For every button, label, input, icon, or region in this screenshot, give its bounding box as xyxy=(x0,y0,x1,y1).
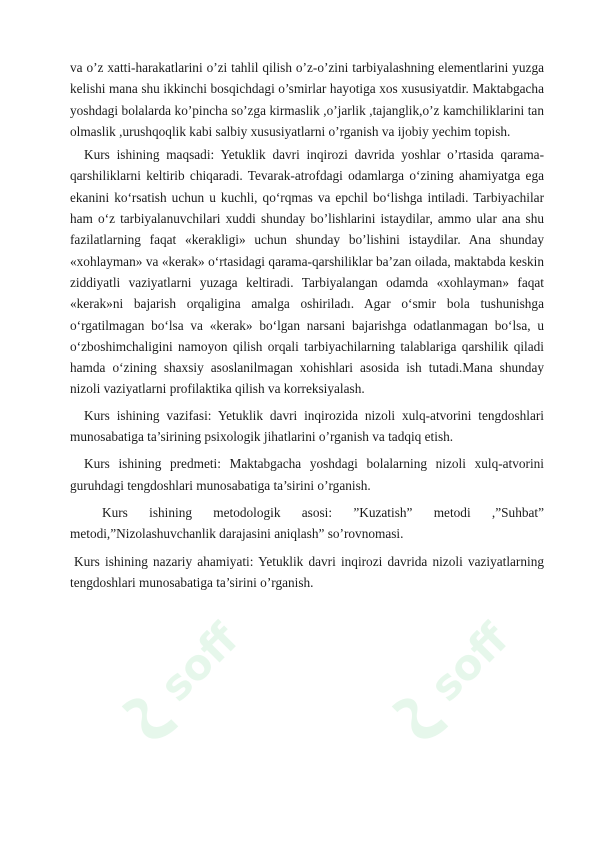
soff-logo-icon xyxy=(118,613,252,747)
paragraph-task: Kurs ishining vazifasi: Yetuklik davri inqirozida nizoli xulq-atvorini tengdoshlari munosabatiga ta’sirining psixologik jihatlarini o’rganish va tadqiq etish. xyxy=(70,407,544,445)
paragraph-theoretical-significance: Kurs ishining nazariy ahamiyati: Yetuklik davri inqirozi davrida nizoli vaziyatlarning tengdoshlari munosabatiga ta’sirini o’rganish. xyxy=(70,553,544,590)
paragraph-methodology xyxy=(70,502,544,545)
methodology-line-1: Kurs ishining metodologik asosi: ”Kuzatish” metodi ,”Suhbat” xyxy=(102,504,544,520)
paragraph-intro: va o’z xatti-harakatlarini o’zi tahlil qilish o’z-o’zini tarbiyalashning elementlarini yuzga kelishi mana shu ikkinchi bosqichdagi o’smirlar hayotiga xos xususiyatdir. Maktabgacha yoshdagi bolalarda ko’pincha so’zga kirmaslik ,o’jarlik ,tajanglik,o’z kamchiliklarini tan olmaslik ,urushqoqlik kabi salbiy xususiyatlarni o’rganish va ijobiy yechim topish. xyxy=(70,60,544,139)
svg-text:soff: soff xyxy=(150,613,248,711)
svg-text:soff: soff xyxy=(420,613,518,711)
methodology-line-2: metodi,”Nizolashuvchanlik darajasini aniqlash” so’rovnomasi. xyxy=(70,526,404,542)
paragraph-goal: Kurs ishining maqsadi: Yetuklik davri inqirozi davrida yoshlar o’rtasida qarama-qarshiliklarni keltirib chiqaradi. Tevarak-atrofdagi odamlarga o‘zining ahamiyatga ega ekanini ko‘rsatish uchun u kuchli, qo‘rqmas va epchil bo‘lishga intiladi. Tarbiyachilar ham o‘z tarbiyalanuvchilari xuddi shunday bo’lishlarini istaydilar, ammo ular ana shu fazilatlarning faqat «kerakligi» uchun shunday bo’lishini istaydilar. Ana shunday «xohlayman» va «kerak» o‘rtasidagi qarama-qarshiliklar ba’zan oilada, maktabda keskin ziddiyatli vaziyatlarni yuzaga keltiradi. Tarbiyalangan odamda «xohlayman» faqat «kerak»ni bajarish orqaligina amalga oshiriladı. Agar o‘smir bola tushunishga o‘rgatilmagan bo‘lsa va «kerak» bo‘lgan narsani bajarishga odatlanmagan bo‘lsa, u o‘zboshimchaligini namoyon qilish orqali tarbiyachilarning talablariga qarshilik qiladi hamda o‘zining shaxsiy asoslanilmagan xohishlari asosida ish tutadi.Mana shunday nizoli vaziyatlarni profilaktika qilish va korreksiyalash. xyxy=(70,147,544,397)
soff-logo-icon xyxy=(388,613,522,747)
paragraph-subject: Kurs ishining predmeti: Maktabgacha yoshdagi bolalarning nizoli xulq-atvorini guruhdagi tengdoshlari munosabatiga ta’sirini o’rganish. xyxy=(70,456,544,493)
document-body xyxy=(70,57,544,593)
